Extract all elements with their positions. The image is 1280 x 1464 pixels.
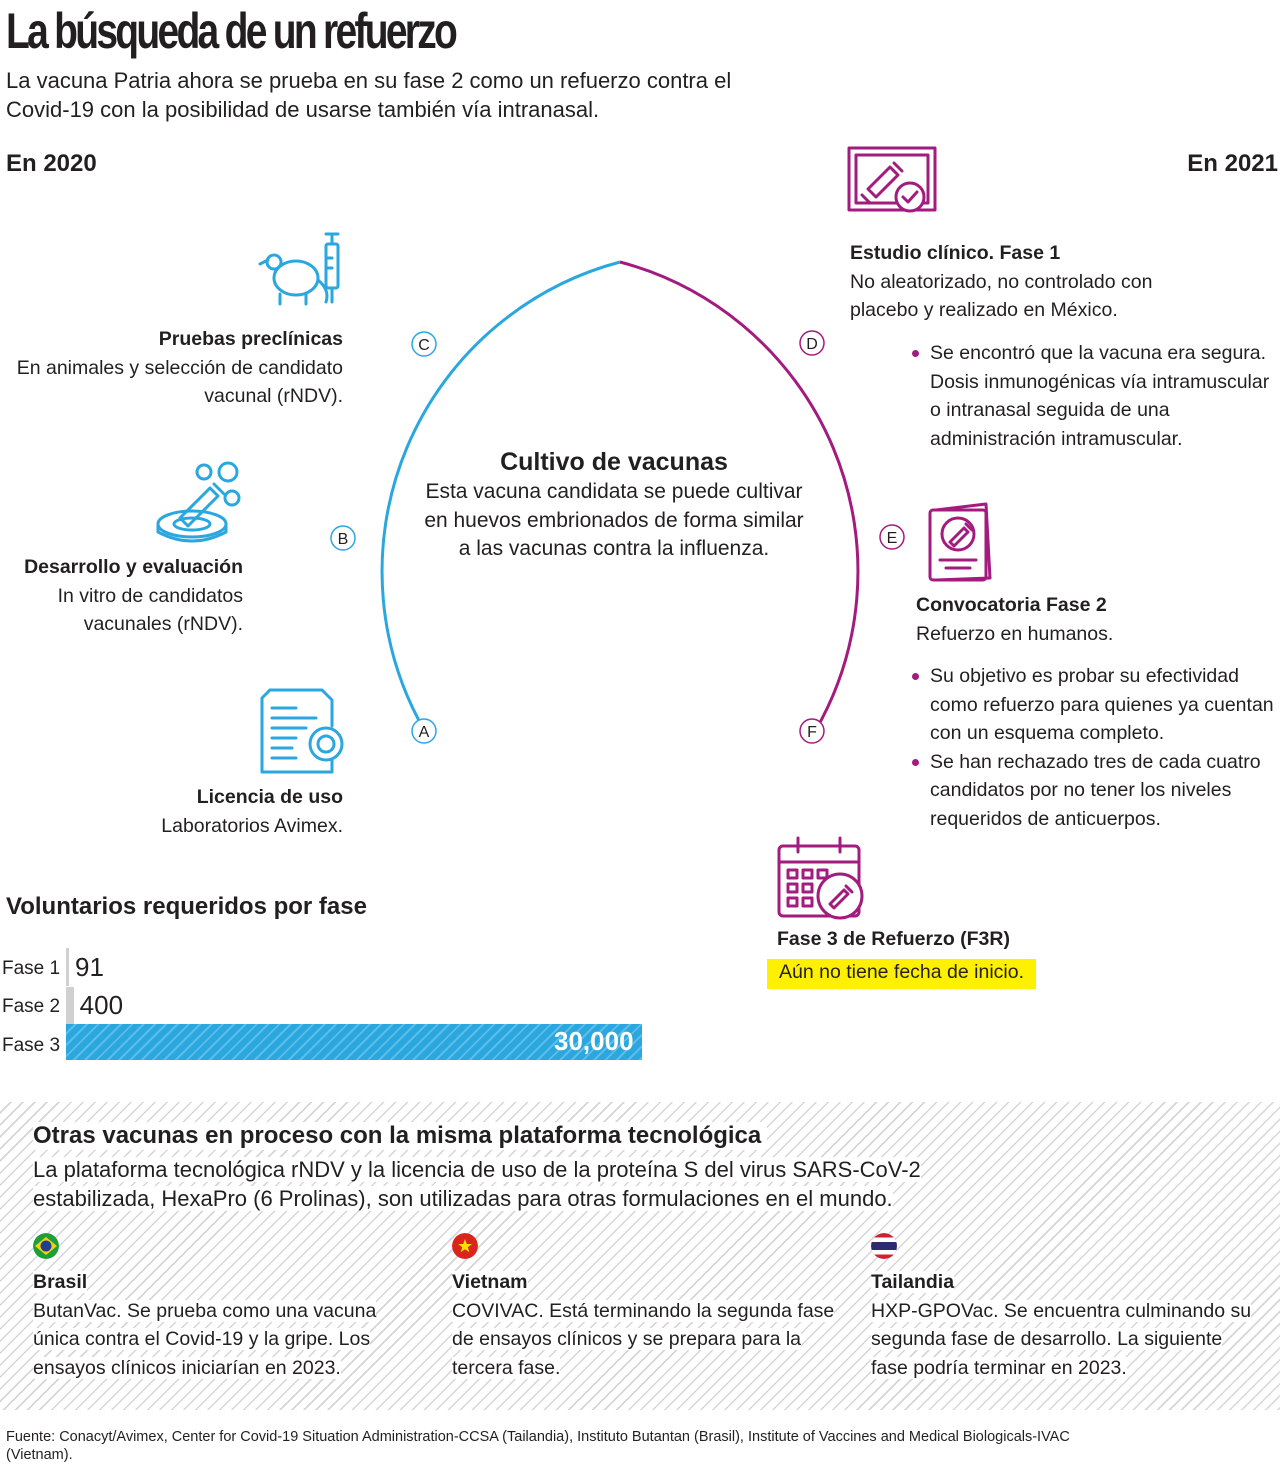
step-phase1-title: Estudio clínico. Fase 1 <box>850 242 1061 264</box>
country-vietnam-name: Vietnam <box>452 1271 528 1293</box>
step-phase2-text: Refuerzo en humanos. <box>916 622 1114 645</box>
step-license <box>43 783 343 840</box>
step-phase2-bullets <box>912 662 1274 833</box>
page-title: La búsqueda de un refuerzo <box>6 3 456 59</box>
step-preclinical-text: En animales y selección de candidato vacunal (rNDV). <box>16 356 343 407</box>
source-note: Fuente: Conacyt/Avimex, Center for Covid-19 Situation Administration-CCSA (Tailandia), Instituto Butantan (Brasil), Institute of Vaccines and Medical Biologicals-IVAC (Vietnam). <box>6 1429 1070 1463</box>
step-phase1 <box>850 239 1270 325</box>
step-phase2-bullet-1: Su objetivo es probar su efectividad como refuerzo para quienes ya cuentan con un esquema completo. <box>912 662 1274 748</box>
country-brasil-name: Brasil <box>33 1271 88 1293</box>
step-preclinical <box>13 325 343 411</box>
certificate-document-icon <box>256 686 352 778</box>
step-phase3-title: Fase 3 de Refuerzo (F3R) <box>777 928 1010 950</box>
step-license-text: Laboratorios Avimex. <box>161 814 343 837</box>
step-phase2 <box>916 591 1276 648</box>
bar-label-fase-1: Fase 1 <box>2 958 61 979</box>
country-brasil-text: ButanVac. Se prueba como una vacuna única contra el Covid-19 y la gripe. Los ensayos clínicos iniciarían en 2023. <box>33 1299 377 1379</box>
step-phase1-bullets <box>912 339 1280 453</box>
center-text: Esta vacuna candidata se puede cultivar en huevos embrionados de forma similar a las vacunas contra la influenza. <box>424 480 804 560</box>
bar-label-fase-3: Fase 3 <box>2 1035 61 1056</box>
country-tailandia <box>871 1268 1256 1382</box>
svg-text:E: E <box>886 530 898 547</box>
other-vaccines-title: Otras vacunas en proceso con la misma plataforma tecnológica <box>33 1122 767 1150</box>
country-vietnam <box>452 1268 837 1382</box>
bar-value-fase-1: 91 <box>75 952 104 982</box>
calendar-syringe-icon <box>776 834 868 922</box>
bar-fase-1 <box>66 948 69 986</box>
country-tailandia-text: HXP-GPOVac. Se encuentra culminando su segunda fase de desarrollo. La siguiente fase podría terminar en 2023. <box>871 1299 1252 1379</box>
bar-value-fase-3: 30,000 <box>554 1026 634 1056</box>
center-block <box>420 446 808 564</box>
country-vietnam-text: COVIVAC. Está terminando la segunda fase de ensayos clínicos y se prepara para la tercera fase. <box>452 1299 835 1379</box>
step-development <box>3 553 243 639</box>
brazil-flag-icon <box>33 1233 59 1259</box>
passport-syringe-icon <box>924 500 996 586</box>
other-vaccines-subtitle-text: La plataforma tecnológica rNDV y la licencia de uso de la proteína S del virus SARS-CoV-2 estabilizada, HexaPro (6 Prolinas), son utilizadas para otras formulaciones en el mundo. <box>33 1157 921 1211</box>
svg-text:C: C <box>418 337 430 354</box>
svg-text:B: B <box>337 531 349 548</box>
bar-label-fase-2: Fase 2 <box>2 996 61 1017</box>
svg-text:D: D <box>806 336 818 353</box>
other-vaccines-subtitle <box>33 1156 1013 1213</box>
country-brasil <box>33 1268 418 1382</box>
step-preclinical-title: Pruebas preclínicas <box>158 328 343 350</box>
country-tailandia-name: Tailandia <box>871 1271 955 1293</box>
chart-title: Voluntarios requeridos por fase <box>6 893 367 920</box>
step-development-title: Desarrollo y evaluación <box>24 556 243 578</box>
step-license-title: Licencia de uso <box>196 786 343 808</box>
marker-d <box>800 331 824 355</box>
vietnam-flag-icon <box>452 1233 478 1259</box>
step-phase1-text: No aleatorizado, no controlado con placebo y realizado en México. <box>850 270 1153 321</box>
page-subtitle: La vacuna Patria ahora se prueba en su fase 2 como un refuerzo contra el Covid-19 con la posibilidad de usarse también vía intranasal. <box>6 68 732 122</box>
bar-value-fase-2: 400 <box>79 990 124 1020</box>
petri-dish-syringe-icon <box>152 458 248 548</box>
step-phase2-title: Convocatoria Fase 2 <box>916 594 1107 616</box>
step-phase3-highlight: Aún no tiene fecha de inicio. <box>767 959 1036 989</box>
year-2021-label: En 2021 <box>1187 150 1278 177</box>
marker-a <box>412 719 436 743</box>
step-phase3 <box>777 925 1077 986</box>
thailand-flag-icon <box>871 1233 897 1259</box>
certificate-syringe-icon <box>846 145 938 217</box>
svg-text:A: A <box>418 724 430 741</box>
center-heading: Cultivo de vacunas <box>500 448 728 476</box>
step-phase1-bullet: Se encontró que la vacuna era segura. Dosis inmunogénicas vía intramuscular o intranasal seguida de una administración intramuscular. <box>912 339 1280 453</box>
marker-b <box>331 526 355 550</box>
marker-e <box>880 525 904 549</box>
lab-mouse-syringe-icon <box>256 230 352 310</box>
step-phase2-bullet-2: Se han rechazado tres de cada cuatro candidatos por no tener los niveles requeridos de anticuerpos. <box>912 748 1274 834</box>
year-2020-label: En 2020 <box>6 150 97 177</box>
bar-fase-2 <box>66 987 74 1025</box>
step-development-text: In vitro de candidatos vacunales (rNDV). <box>57 584 243 635</box>
svg-text:F: F <box>807 724 817 741</box>
marker-c <box>412 332 436 356</box>
marker-f <box>800 719 824 743</box>
